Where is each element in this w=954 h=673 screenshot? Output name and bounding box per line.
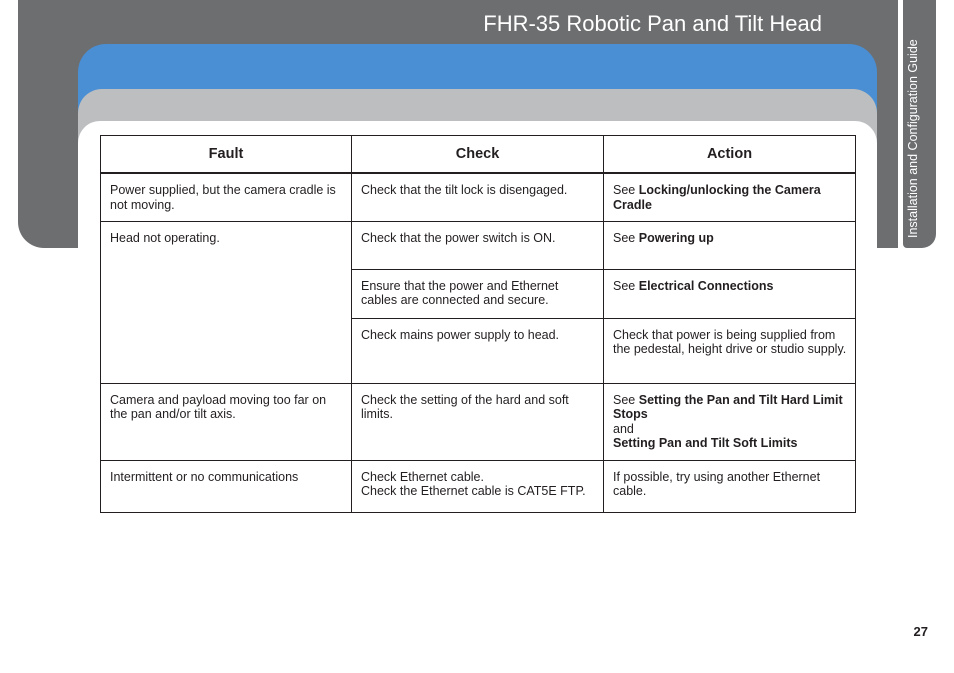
table-row [101,221,856,269]
action-reference-link[interactable]: Electrical Connections [638,278,774,293]
action-conjunction: and [613,421,634,436]
fault-cell: Power supplied, but the camera cradle is not moving. [101,173,352,221]
check-cell: Check the setting of the hard and soft limits. [352,383,604,460]
action-cell [604,173,856,221]
check-line: Check the Ethernet cable is CAT5E FTP. [361,484,586,498]
action-reference-link[interactable]: Powering up [638,230,714,245]
table-row [101,460,856,512]
check-cell: Check that the tilt lock is disengaged. [352,173,604,221]
action-cell [604,383,856,460]
action-prefix: See [613,230,636,245]
troubleshooting-table [100,135,856,513]
page-number: 27 [913,624,928,639]
check-cell: Check mains power supply to head. [352,318,604,383]
action-reference-link[interactable]: Setting the Pan and Tilt Hard Limit Stops [613,392,843,421]
action-cell [604,269,856,318]
check-cell: Ensure that the power and Ethernet cables are connected and secure. [352,269,604,318]
action-cell: Check that power is being supplied from the pedestal, height drive or studio supply. [604,318,856,383]
action-prefix: See [613,183,636,197]
column-header-fault: Fault [101,136,352,174]
fault-cell: Camera and payload moving too far on the pan and/or tilt axis. [101,383,352,460]
fault-cell: Head not operating. [101,221,352,383]
check-line: Check Ethernet cable. [361,469,484,484]
table-row [101,173,856,221]
action-prefix: See [613,392,636,407]
table-row [101,383,856,460]
action-prefix: See [613,278,636,293]
check-cell: Check that the power switch is ON. [352,221,604,269]
fault-cell: Intermittent or no communications [101,460,352,512]
table-header-row [101,136,856,174]
action-cell: If possible, try using another Ethernet cable. [604,460,856,512]
document-title: FHR-35 Robotic Pan and Tilt Head [483,11,822,36]
action-reference-link[interactable]: Setting Pan and Tilt Soft Limits [613,436,798,450]
action-cell [604,221,856,269]
column-header-check: Check [352,136,604,174]
side-tab-label: Installation and Configuration Guide [906,39,920,238]
side-tab [903,0,936,248]
check-cell [352,460,604,512]
column-header-action: Action [604,136,856,174]
action-reference-link[interactable]: Locking/unlocking the Camera Cradle [613,183,821,212]
